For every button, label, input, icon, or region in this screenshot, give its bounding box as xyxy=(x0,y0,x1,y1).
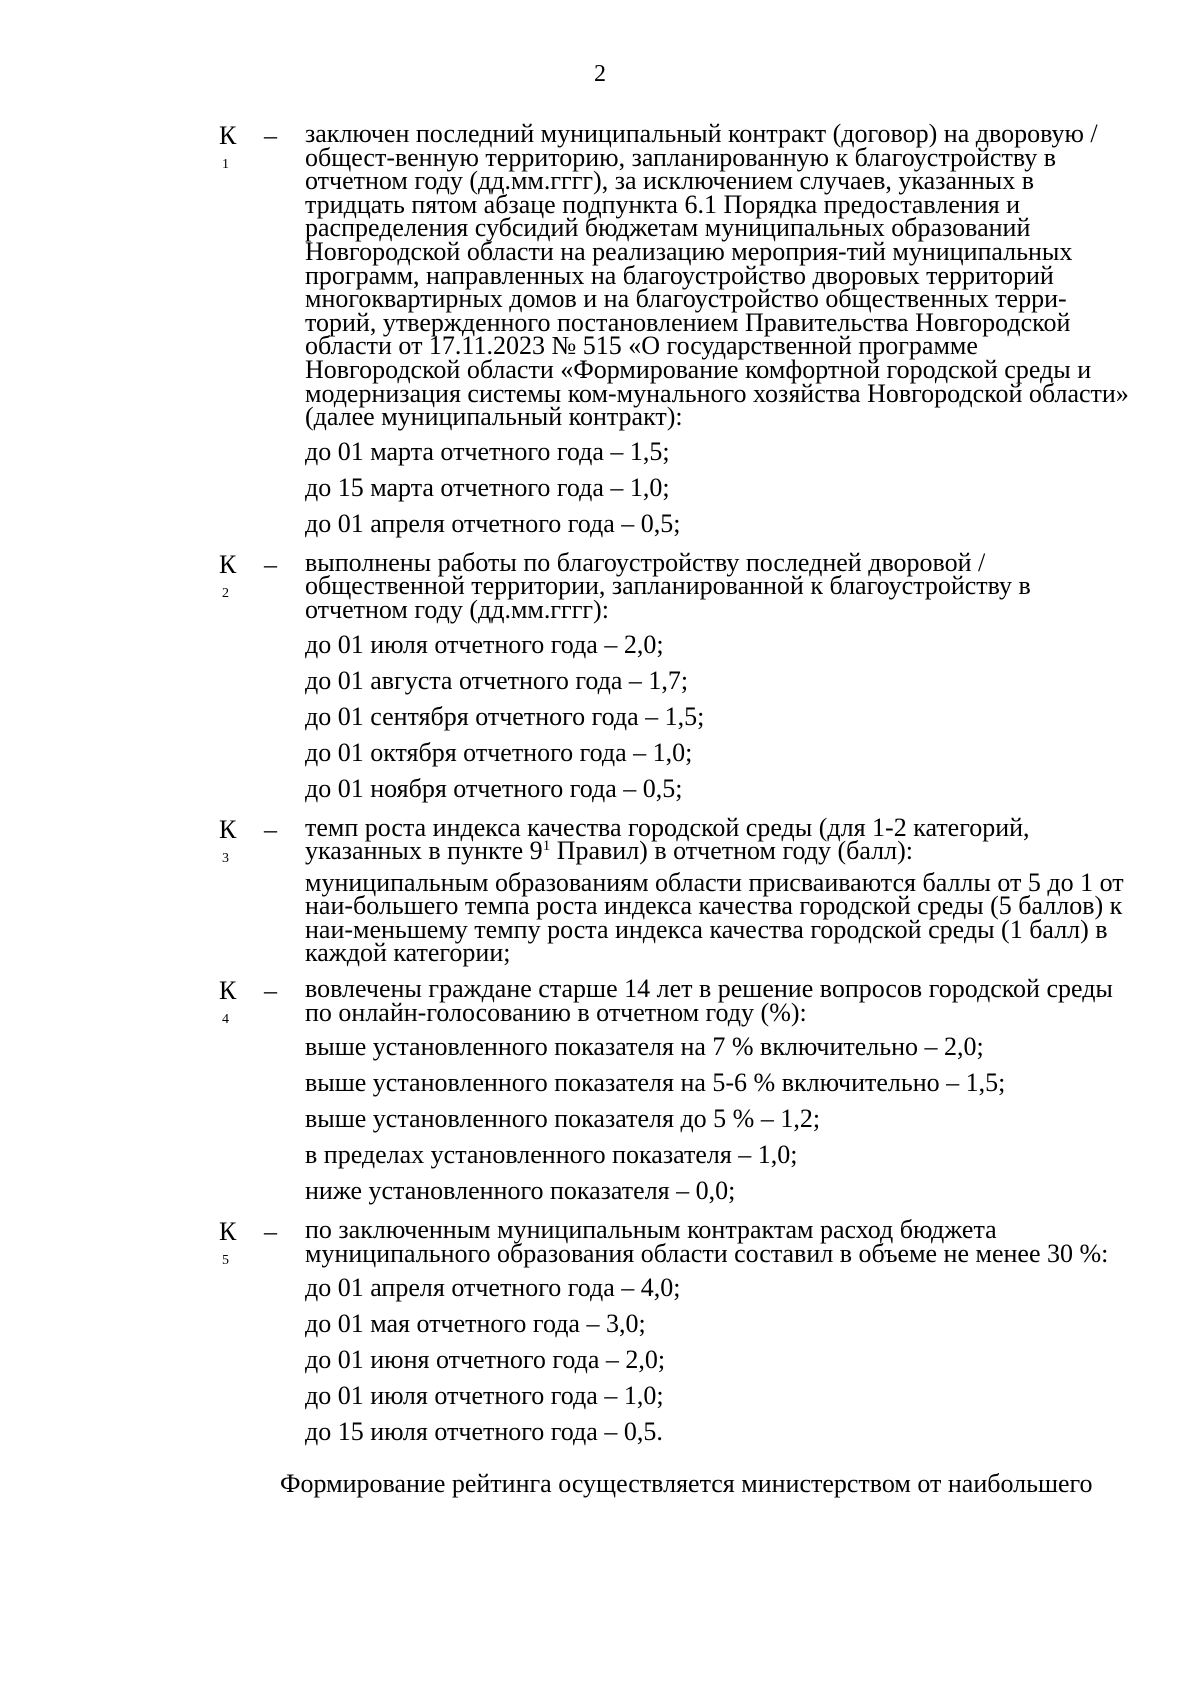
coefficient-k4 xyxy=(0,974,1200,1206)
list-item: до 01 октября отчетного года – 1,0; xyxy=(305,737,693,767)
coefficient-description: по заключенным муниципальным контрактам расход бюджета муниципального образования области составил в объеме не менее 30 %: xyxy=(305,1215,1109,1268)
list-item: до 01 июня отчетного года – 2,0; xyxy=(305,1345,666,1375)
coefficient-letter: К xyxy=(219,976,237,1006)
dash: – xyxy=(264,976,277,1006)
value-list xyxy=(305,1032,1135,1206)
list-item: до 01 июля отчетного года – 1,0; xyxy=(305,1381,664,1411)
list-item: до 01 ноября отчетного года – 0,5; xyxy=(305,773,683,803)
value-list xyxy=(305,1273,1135,1447)
coefficient-index: 5 xyxy=(222,1253,229,1269)
list-item: до 01 сентября отчетного года – 1,5; xyxy=(305,701,705,731)
dash: – xyxy=(264,1217,277,1247)
coefficient-index: 3 xyxy=(222,850,229,866)
document-body xyxy=(0,119,1200,1499)
coefficient-note: муниципальным образованиям области присваиваются баллы от 5 до 1 от наи-большего темпа роста индекса качества городской среды (5 баллов) к наи-меньшему темпу роста индекса качества городской среды (1 балл) в каждой категории; xyxy=(305,867,1124,968)
coefficient-k1 xyxy=(0,119,1200,539)
dash: – xyxy=(264,121,277,150)
coefficient-letter: К xyxy=(219,814,237,844)
list-item: в пределах установленного показателя – 1,0; xyxy=(305,1140,798,1170)
coefficient-letter: К xyxy=(219,1217,237,1247)
list-item: до 15 марта отчетного года – 1,0; xyxy=(305,472,670,502)
list-item: до 01 марта отчетного года – 1,5; xyxy=(305,436,670,466)
list-item: выше установленного показателя на 5-6 % включительно – 1,5; xyxy=(305,1068,1006,1098)
list-item: до 01 июля отчетного года – 2,0; xyxy=(305,629,664,659)
coefficient-description: выполнены работы по благоустройству последней дворовой / общественной территории, запланированной к благоустройству в отчетном году (дд.мм.гггг): xyxy=(305,547,1031,624)
coefficient-letter: К xyxy=(219,121,237,150)
dash: – xyxy=(264,549,277,579)
list-item: ниже установленного показателя – 0,0; xyxy=(305,1176,736,1206)
description-text: темп роста индекса качества городской среды (для 1-2 категорий, указанных в пункте 9 xyxy=(305,812,1030,866)
coefficient-letter: К xyxy=(219,549,237,579)
list-item: до 15 июля отчетного года – 0,5. xyxy=(305,1417,663,1447)
page-number: 2 xyxy=(594,61,606,87)
coefficient-k3 xyxy=(0,812,1200,968)
list-item: до 01 августа отчетного года – 1,7; xyxy=(305,665,689,695)
coefficient-description xyxy=(305,812,1135,866)
list-item: до 01 апреля отчетного года – 4,0; xyxy=(305,1273,681,1303)
list-item: до 01 апреля отчетного года – 0,5; xyxy=(305,508,681,538)
coefficient-index: 1 xyxy=(222,157,229,172)
value-list xyxy=(305,630,1135,804)
list-item: выше установленного показателя до 5 % – 1,2; xyxy=(305,1104,821,1134)
list-item: до 01 мая отчетного года – 3,0; xyxy=(305,1309,646,1339)
value-list xyxy=(305,437,1135,539)
coefficient-index: 2 xyxy=(222,585,229,601)
coefficient-index: 4 xyxy=(222,1012,229,1028)
dash: – xyxy=(264,814,277,844)
coefficient-description: вовлечены граждане старше 14 лет в решение вопросов городской среды по онлайн-голосованию в отчетном году (%): xyxy=(305,974,1113,1027)
coefficient-description: заключен последний муниципальный контракт (договор) на дворовую / общест-венную территорию, запланированную к благоустройству в отчетном году (дд.мм.гггг), за исключением случаев, указанных в тридцать пятом абзаце подпункта 6.1 Порядка предоставления и распределения субсидий бюджетам муниципальных образований Новгородской области на реализацию мероприя-тий муниципальных программ, направленных на благоустройство дворовых территорий многоквартирных домов и на благоустройство общественных терри-торий, утвержденного постановлением Правительства Новгородской области от 17.11.2023 № 515 «О государственной программе Новгородской области «Формирование комфортной городской среды и модернизация системы ком-мунального хозяйства Новгородской области» (далее муниципальный контракт): xyxy=(305,119,1129,432)
coefficient-k5 xyxy=(0,1215,1200,1447)
superscript: 1 xyxy=(542,838,551,855)
coefficient-k2 xyxy=(0,547,1200,804)
final-paragraph: Формирование рейтинга осуществляется министерством от наибольшего xyxy=(280,1469,1093,1499)
list-item: выше установленного показателя на 7 % включительно – 2,0; xyxy=(305,1032,984,1062)
description-text: Правил) в отчетном году (балл): xyxy=(550,836,913,866)
